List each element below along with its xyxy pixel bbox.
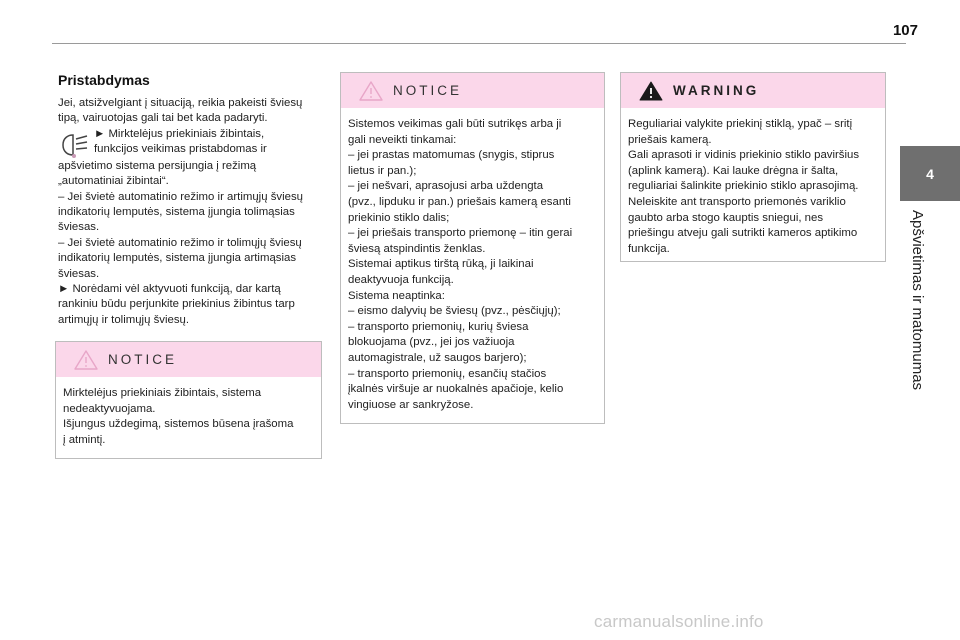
header-divider xyxy=(52,43,906,44)
chapter-title: Apšvietimas ir matomumas xyxy=(909,210,926,391)
page-number: 107 xyxy=(892,22,918,39)
caution-triangle-icon xyxy=(74,350,98,370)
notice-label-2: NOTICE xyxy=(393,83,463,98)
warning-label: WARNING xyxy=(673,83,760,98)
chapter-tab: 4 xyxy=(900,146,960,201)
warning-text: Reguliariai valykite priekinį stiklą, ypač – sritį priešais kamerą. Gali aprasoti ir vidinis priekinio stiklo paviršius (aplink kamerą). Kai lauke drėgna ir šalta, reguliariai šalinkite priekinio stiklo aprasojimą. Neleiskite ant transporto priemonės variklio gaubto arba stogo kauptis sniegui, nes priešingu atveju gali sutrikti kameros aptikimo funkcija. xyxy=(628,118,860,255)
section-title: Pristabdymas xyxy=(58,72,150,88)
warning-header xyxy=(621,73,885,108)
notice-box-1 xyxy=(55,341,322,459)
section-intro: Jei, atsižvelgiant į situaciją, reikia pakeisti šviesų tipą, vairuotojas gali tai bet kada padaryti. xyxy=(58,97,303,125)
caution-triangle-icon xyxy=(359,81,383,101)
warning-triangle-icon xyxy=(639,81,663,101)
headlamp-flash-icon xyxy=(58,131,90,159)
headlamp-flash-line xyxy=(58,127,324,159)
watermark: carmanualsonline.info xyxy=(594,612,764,631)
warning-box xyxy=(620,72,886,262)
notice-label-1: NOTICE xyxy=(108,352,178,367)
notice-text-1: Mirktelėjus priekiniais žibintais, sistema nedeaktyvuojama. Išjungus uždegimą, sistemos būsena įrašoma į atmintį. xyxy=(63,387,294,446)
section-rest: apšvietimo sistema persijungia į režimą „automatiniai žibintai“. – Jei švietė automatinio režimo ir artimųjų šviesų indikatorių lemputės, sistema įjungia tolimąsias šviesas. – Jei švietė automatinio režimo ir tolimųjų šviesų indikatorių lemputės, sistema įjungia artimąsias šviesas. ► Norėdami vėl aktyvuoti funkciją, dar kartą rankiniu būdu perjunkite priekinius žibintus tarp artimųjų ir tolimųjų šviesų. xyxy=(58,159,303,326)
notice-box-2 xyxy=(340,72,605,424)
section-column xyxy=(58,72,324,328)
notice-header-2 xyxy=(341,73,604,108)
section-body xyxy=(58,96,324,328)
headlamp-flash-text: ► Mirktelėjus priekiniais žibintais, funkcijos veikimas pristabdomas ir xyxy=(94,127,267,156)
notice-header-1 xyxy=(56,342,321,377)
notice-text-2: Sistemos veikimas gali būti sutrikęs arba ji gali neveikti tinkamai: – jei prastas matomumas (snygis, stiprus lietus ir pan.); – jei nešvari, aprasojusi arba uždengta (pvz., lipduku ir pan.) priešais kamerą esanti priekinio stiklo dalis; – jei priešais transporto priemonę – itin gerai šviesą atspindintis ženklas. Sistemai aptikus tirštą rūką, ji laikinai deaktyvuoja funkciją. Sistema neaptinka: – eismo dalyvių be šviesų (pvz., pėsčiųjų); – transporto priemonių, kurių šviesa blokuojama (pvz., jei jos važiuoja automagistrale, už saugos barjero); – transporto priemonių, esančių stačios įkalnės viršuje ar nuokalnės apačioje, kelio vingiuose ar sankryžose. xyxy=(348,118,573,411)
